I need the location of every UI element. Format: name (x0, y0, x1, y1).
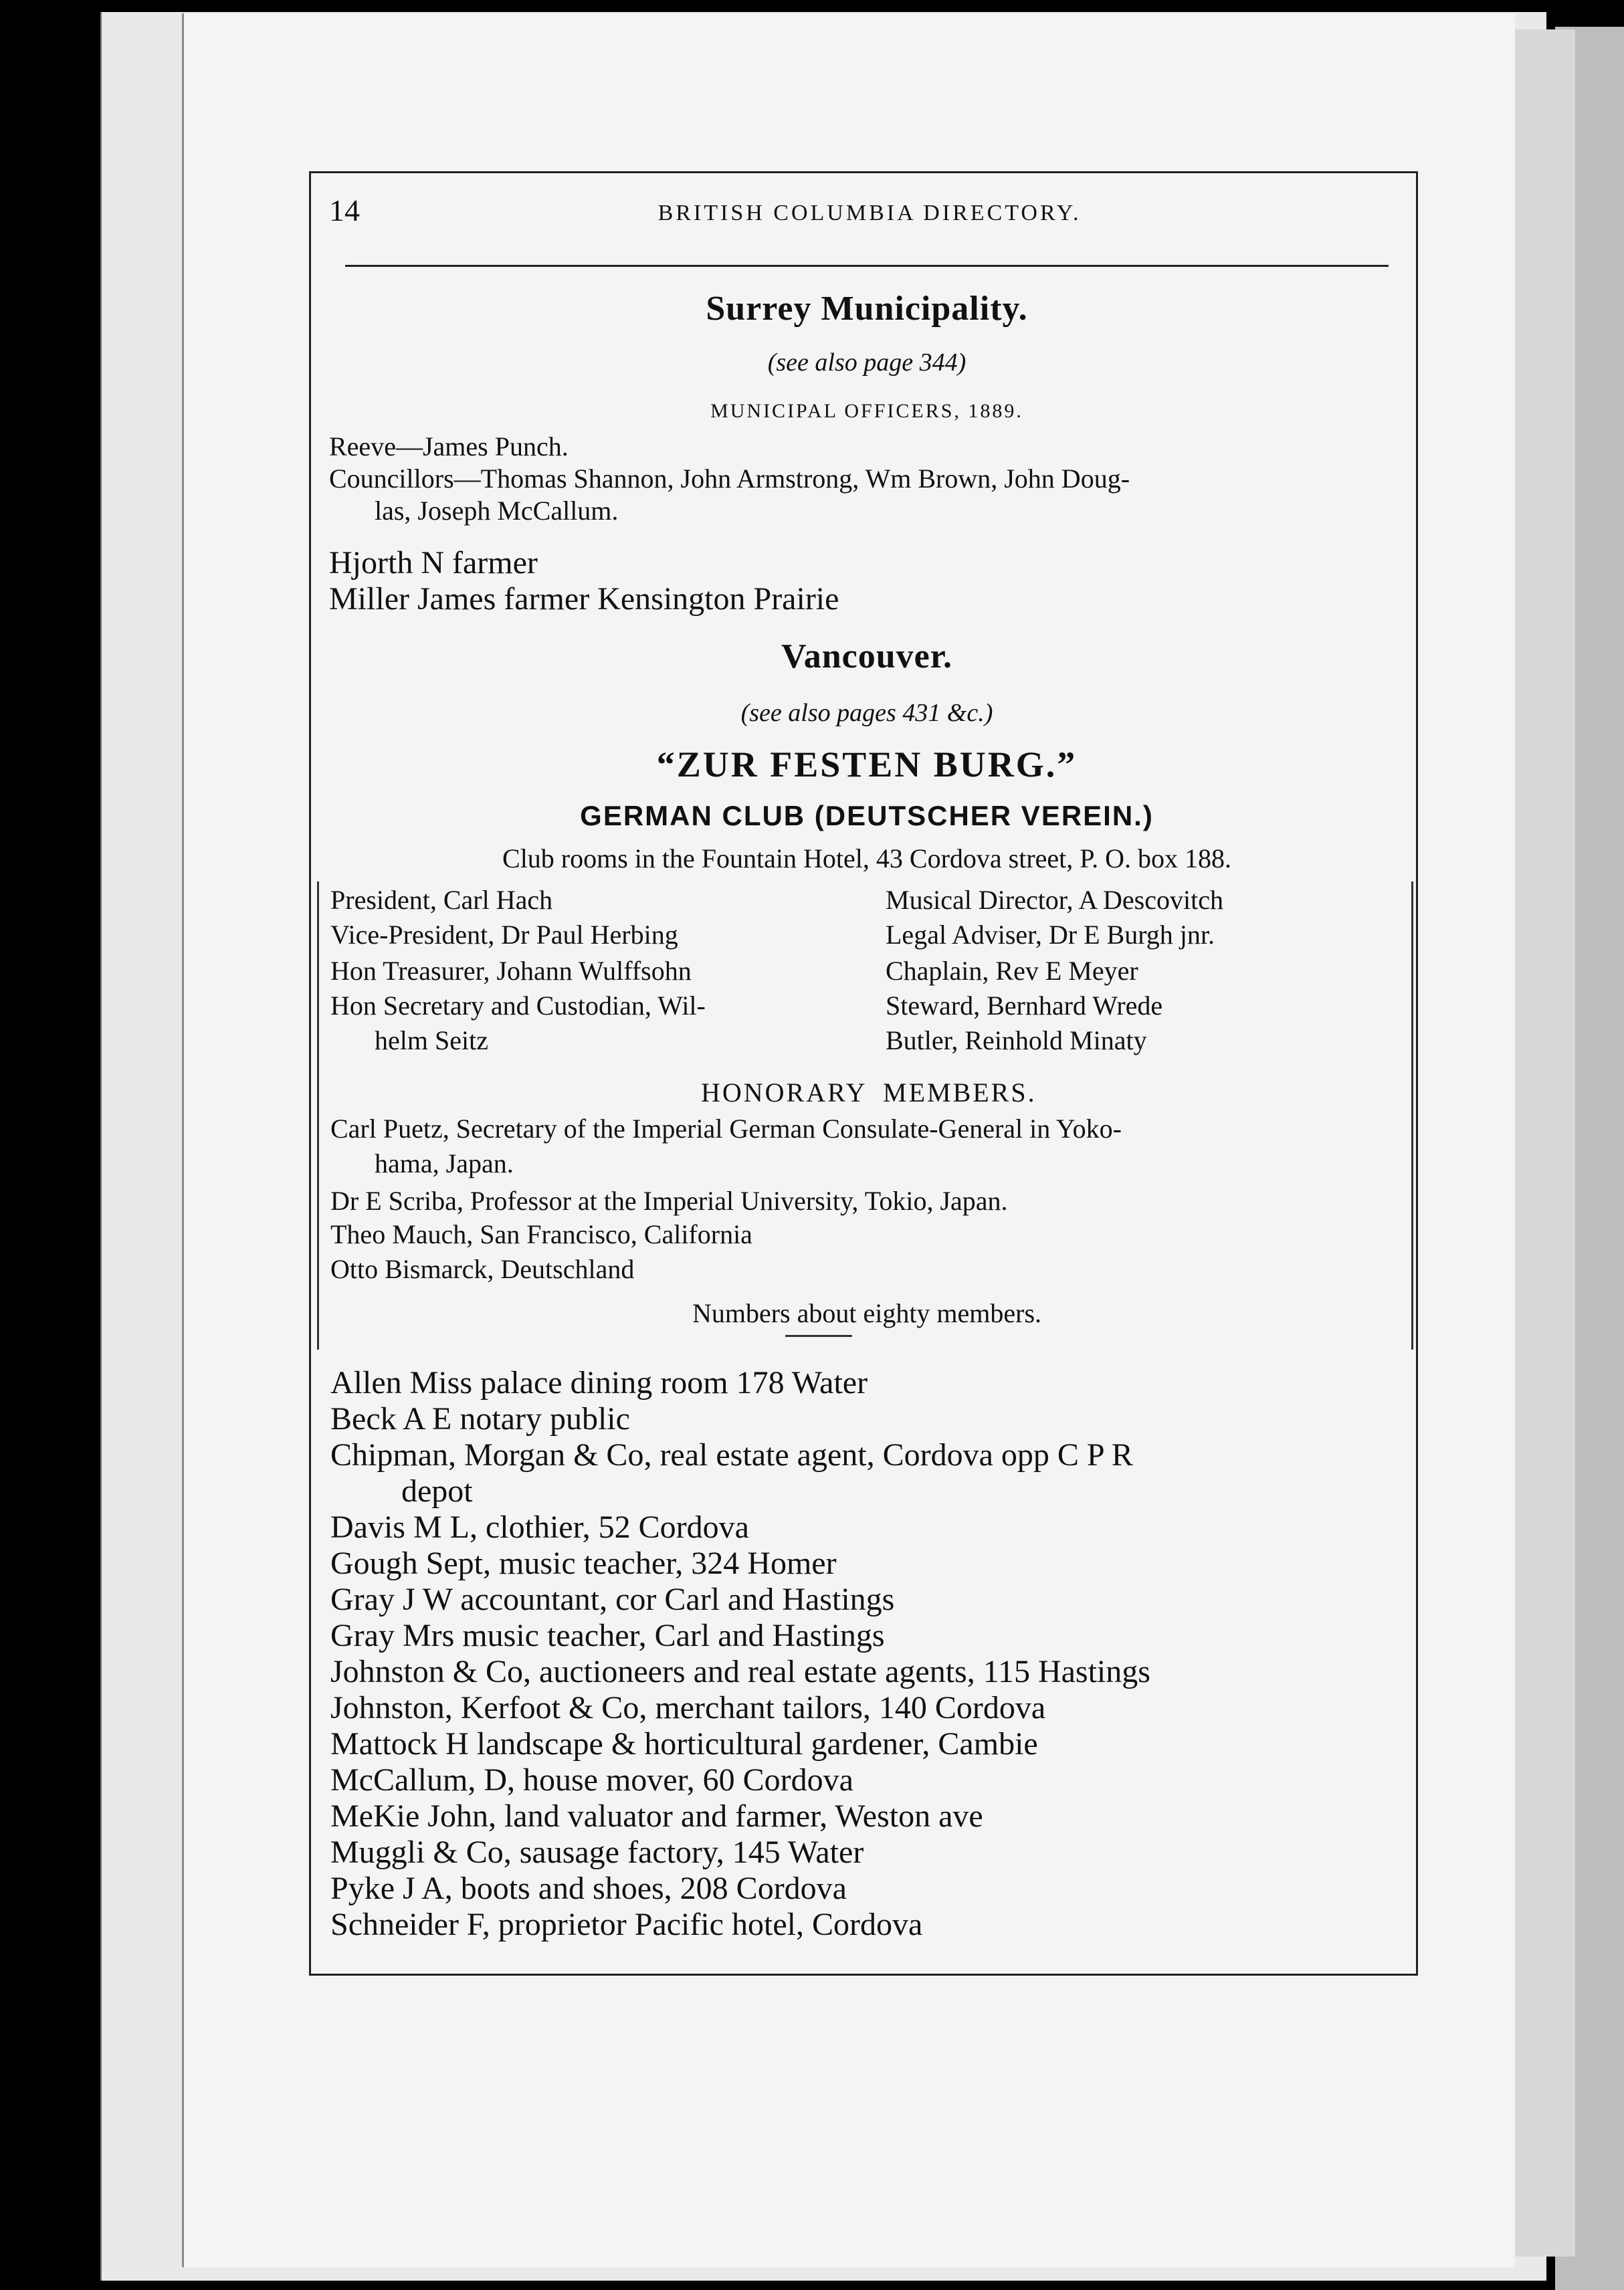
membership-note: Numbers about eighty members. (692, 1298, 1042, 1328)
surrey-officer-line: Councillors—Thomas Shannon, John Armstrong, Wm Brown, John Doug- (329, 463, 1130, 494)
vancouver-entry: Johnston & Co, auctioneers and real estate agents, 115 Hastings (330, 1654, 1150, 1689)
honorary-heading-right: MEMBERS. (883, 1077, 1037, 1108)
vancouver-see-also: (see also pages 431 &c.) (740, 699, 993, 727)
running-head: BRITISH COLUMBIA DIRECTORY. (657, 201, 1082, 225)
club-address: Club rooms in the Fountain Hotel, 43 Cordova street, P. O. box 188. (502, 843, 1231, 873)
page-number: 14 (329, 193, 360, 227)
club-officer-right: Musical Director, A Descovitch (886, 885, 1223, 915)
honorary-member-line: Theo Mauch, San Francisco, California (330, 1219, 752, 1249)
header-rule (345, 265, 1389, 267)
honorary-member-line: Carl Puetz, Secretary of the Imperial German Consulate-General in Yoko- (330, 1114, 1122, 1144)
vancouver-entry: Mattock H landscape & horticultural gardener, Cambie (330, 1726, 1038, 1762)
club-officer-right: Butler, Reinhold Minaty (886, 1025, 1147, 1055)
vancouver-entry: Gray Mrs music teacher, Carl and Hastings (330, 1618, 885, 1653)
club-officer-left: helm Seitz (375, 1025, 488, 1055)
vancouver-entry: Gray J W accountant, cor Carl and Hastings (330, 1582, 895, 1617)
column-rule-right (1411, 881, 1413, 1350)
honorary-member-line: Otto Bismarck, Deutschland (330, 1254, 635, 1284)
honorary-heading-left: HONORARY (701, 1077, 868, 1108)
surrey-entry: Hjorth N farmer (329, 545, 538, 581)
page-edge (1513, 29, 1575, 2257)
vancouver-entry: Gough Sept, music teacher, 324 Homer (330, 1546, 837, 1581)
club-title: “ZUR FESTEN BURG.” (656, 744, 1078, 785)
club-officer-left: Hon Secretary and Custodian, Wil- (330, 991, 706, 1021)
vancouver-entry: Muggli & Co, sausage factory, 145 Water (330, 1835, 864, 1870)
vancouver-title: Vancouver. (781, 637, 953, 675)
club-officer-right: Chaplain, Rev E Meyer (886, 956, 1138, 986)
section-divider (785, 1335, 852, 1337)
club-officer-right: Steward, Bernhard Wrede (886, 991, 1163, 1021)
vancouver-entry: Johnston, Kerfoot & Co, merchant tailors, 140 Cordova (330, 1690, 1046, 1726)
surrey-title: Surrey Municipality. (706, 290, 1028, 328)
vancouver-entry: Pyke J A, boots and shoes, 208 Cordova (330, 1871, 847, 1906)
club-officer-left: Hon Treasurer, Johann Wulffsohn (330, 956, 692, 986)
column-rule-left (317, 881, 319, 1350)
honorary-member-line: Dr E Scriba, Professor at the Imperial University, Tokio, Japan. (330, 1186, 1008, 1216)
surrey-see-also: (see also page 344) (767, 348, 967, 377)
vancouver-entry: Davis M L, clothier, 52 Cordova (330, 1510, 749, 1545)
surrey-officer-line: Reeve—James Punch. (329, 431, 569, 461)
honorary-member-line: hama, Japan. (375, 1148, 514, 1178)
vancouver-entry: Beck A E notary public (330, 1401, 630, 1437)
vancouver-entry: Chipman, Morgan & Co, real estate agent, Cordova opp C P R (330, 1437, 1133, 1473)
vancouver-entry: Schneider F, proprietor Pacific hotel, Cordova (330, 1907, 923, 1942)
vancouver-entry: Allen Miss palace dining room 178 Water (330, 1365, 868, 1400)
vancouver-entry: McCallum, D, house mover, 60 Cordova (330, 1762, 853, 1798)
club-officer-right: Legal Adviser, Dr E Burgh jnr. (886, 920, 1215, 950)
surrey-officer-line: las, Joseph McCallum. (375, 496, 619, 526)
municipal-officers-heading: MUNICIPAL OFFICERS, 1889. (710, 400, 1023, 422)
club-subtitle: GERMAN CLUB (DEUTSCHER VEREIN.) (580, 800, 1154, 831)
club-officer-left: Vice-President, Dr Paul Herbing (330, 920, 678, 950)
vancouver-entry: MeKie John, land valuator and farmer, Weston ave (330, 1798, 983, 1834)
vancouver-entry: depot (401, 1473, 473, 1509)
club-officer-left: President, Carl Hach (330, 885, 553, 915)
surrey-entry: Miller James farmer Kensington Prairie (329, 581, 839, 617)
